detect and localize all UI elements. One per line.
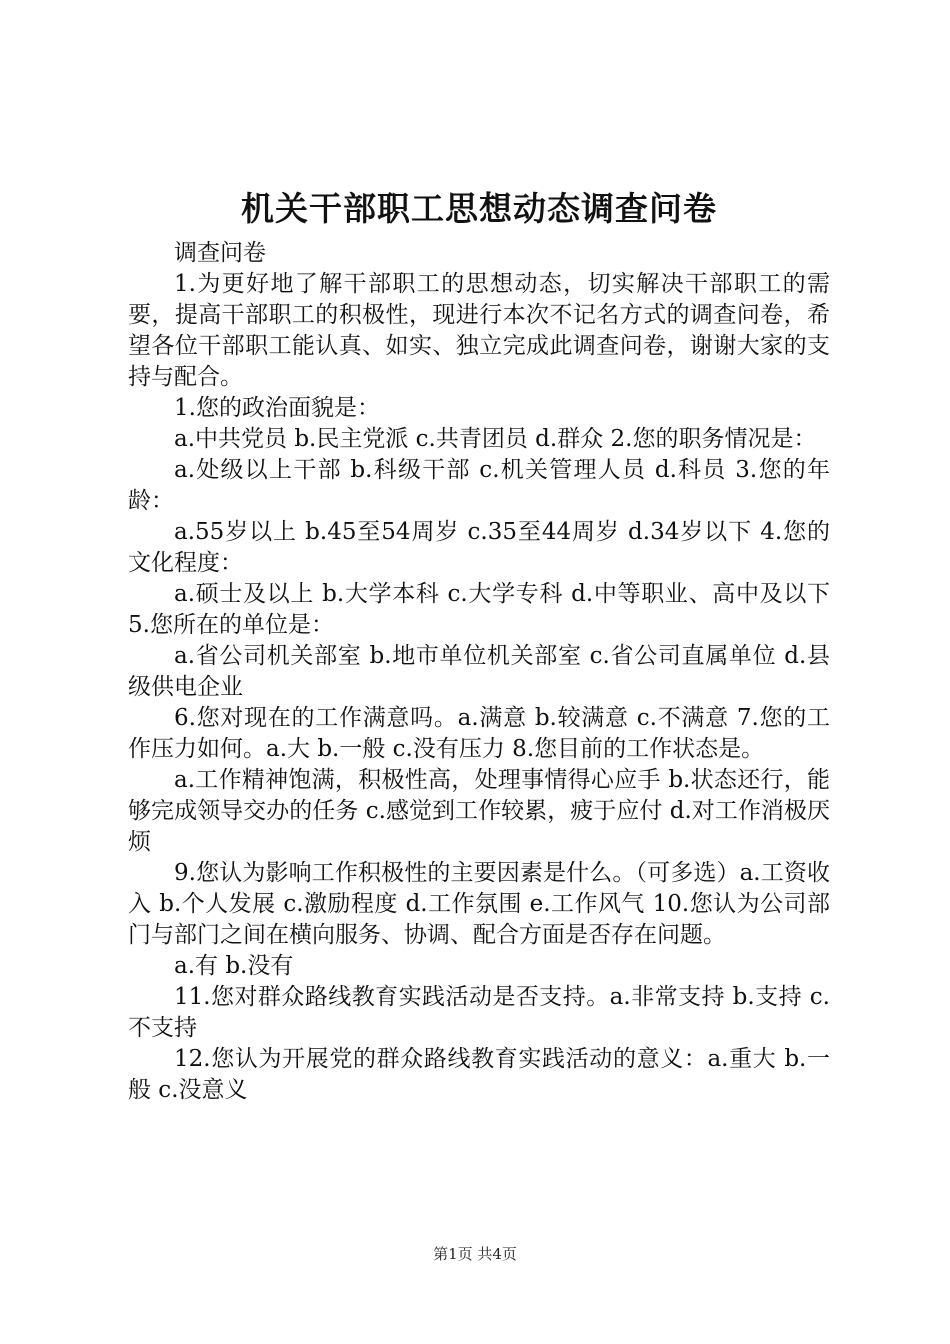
options-1: a.中共党员 b.民主党派 c.共青团员 d.群众 2.您的职务情况是： xyxy=(174,426,817,452)
paragraph-heading: 调查问卷 xyxy=(174,240,266,266)
question-11: 11.您对群众路线教育实践活动是否支持。a.非常支持 b.支持 c.不支持 xyxy=(128,984,830,1041)
options-3: a.55岁以上 b.45至54周岁 c.35至44周岁 d.34岁以下 4.您的文化程度： xyxy=(128,519,830,576)
document-title: 机关干部职工思想动态调查问卷 xyxy=(241,189,717,228)
options-5: a.省公司机关部室 b.地市单位机关部室 c.省公司直属单位 d.县级供电企业 xyxy=(128,643,830,700)
questions-6-8: 6.您对现在的工作满意吗。a.满意 b.较满意 c.不满意 7.您的工作压力如何。a.大 b.一般 c.没有压力 8.您目前的工作状态是。 xyxy=(128,705,830,762)
options-2: a.处级以上干部 b.科级干部 c.机关管理人员 d.科员 3.您的年龄： xyxy=(128,457,830,514)
paragraph-intro: 1.为更好地了解干部职工的思想动态，切实解决干部职工的需要，提高干部职工的积极性，现进行本次不记名方式的调查问卷，希望各位干部职工能认真、如实、独立完成此调查问卷，谢谢大家的支持与配合。 xyxy=(128,271,830,390)
document-body xyxy=(128,238,830,1106)
options-8: a.工作精神饱满，积极性高，处理事情得心应手 b.状态还行，能够完成领导交办的任务 c.感觉到工作较累，疲于应付 d.对工作消极厌烦 xyxy=(128,767,830,855)
questions-9-10: 9.您认为影响工作积极性的主要因素是什么。（可多选）a.工资收入 b.个人发展 c.激励程度 d.工作氛围 e.工作风气 10.您认为公司部门与部门之间在横向服务、协调、配合方面是否存在问题。 xyxy=(128,860,830,948)
question-1: 1.您的政治面貌是： xyxy=(174,395,380,421)
options-10: a.有 b.没有 xyxy=(174,953,294,979)
options-4: a.硕士及以上 b.大学本科 c.大学专科 d.中等职业、高中及以下 5.您所在的单位是： xyxy=(128,581,830,638)
page-footer: 第1页 共4页 xyxy=(433,1245,517,1263)
question-12: 12.您认为开展党的群众路线教育实践活动的意义：a.重大 b.一般 c.没意义 xyxy=(128,1046,830,1103)
document-page xyxy=(128,180,830,1106)
